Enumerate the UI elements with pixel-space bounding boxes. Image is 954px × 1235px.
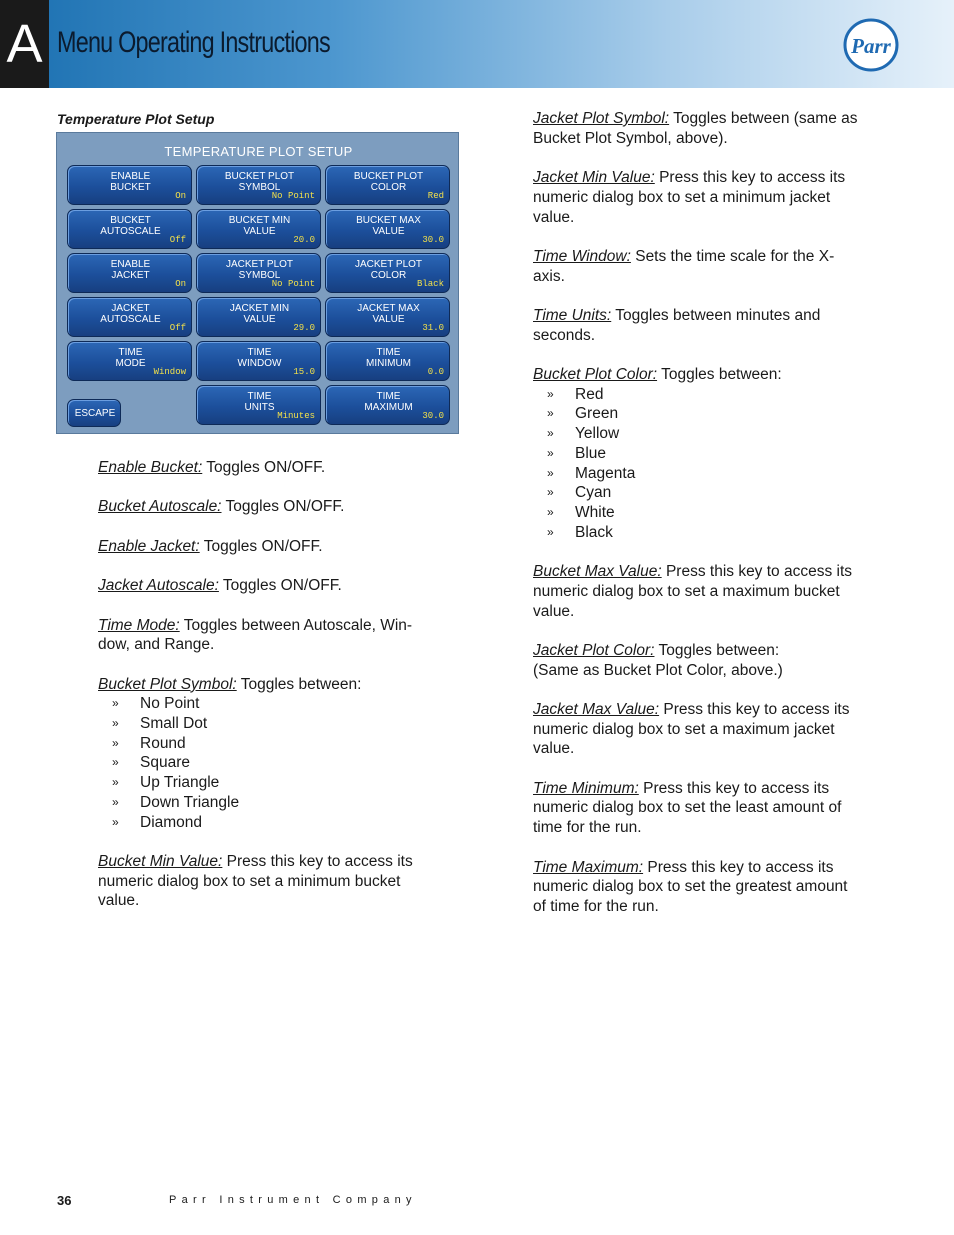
screen-button-value: On	[175, 279, 186, 289]
screen-button-label: BUCKET MIN VALUE	[228, 215, 291, 237]
bullet-marker: »	[112, 735, 119, 750]
bullet-marker: »	[547, 505, 554, 519]
definition-text: Press this key to access its numeric dialog box to set the greatest amount of time for the run.	[533, 858, 848, 915]
definition-text: Toggles between: (Same as Bucket Plot Color, above.)	[533, 641, 783, 679]
option-list-item	[533, 483, 903, 503]
option-list-item	[98, 773, 460, 793]
option-text: Up Triangle	[140, 774, 220, 792]
option-list	[98, 694, 460, 832]
definition-entry	[533, 306, 903, 345]
parr-logo	[843, 18, 899, 72]
definition-entry	[533, 858, 903, 917]
screen-title: TEMPERATURE PLOT SETUP	[164, 144, 353, 159]
screen-button-label: TIME MODE	[115, 347, 146, 369]
screen-button-bucket-plot-color[interactable]	[325, 165, 450, 205]
option-list-item	[533, 404, 903, 424]
bullet-marker: »	[547, 445, 554, 460]
screen-button-value: Window	[153, 367, 186, 377]
bullet-marker: »	[547, 386, 554, 401]
option-list-item	[98, 714, 460, 734]
option-list-item	[533, 464, 903, 484]
definition-entry	[98, 616, 460, 655]
screen-button-label: JACKET AUTOSCALE	[100, 303, 161, 325]
option-text: Red	[575, 385, 604, 403]
definition-text: Toggles ON/OFF.	[218, 577, 342, 595]
screen-button-value: No Point	[271, 279, 315, 289]
definition-entry	[533, 700, 903, 759]
screen-button-label: TIME WINDOW	[237, 347, 282, 369]
screen-button-label: BUCKET MAX VALUE	[356, 215, 421, 237]
option-text: Small Dot	[140, 715, 208, 733]
definition-term: Bucket Min Value:	[98, 852, 223, 870]
escape-button-label: ESCAPE	[74, 408, 116, 419]
definition-term: Bucket Plot Symbol:	[98, 675, 237, 693]
definition-text: Press this key to access its numeric dialog box to set a maximum jacket value.	[533, 700, 850, 758]
screen-button-label: JACKET PLOT SYMBOL	[225, 259, 294, 281]
definition-entry	[533, 562, 903, 621]
screen-button-value: No Point	[271, 191, 315, 201]
bullet-marker: »	[547, 406, 554, 421]
screen-button-value: Red	[427, 191, 444, 201]
definition-entry	[98, 458, 460, 478]
option-list	[533, 385, 903, 543]
definition-term: Time Units:	[533, 306, 612, 324]
bullet-marker: »	[547, 524, 554, 539]
bullet-marker: »	[112, 755, 119, 770]
screen-button-jacket-max-value[interactable]	[325, 297, 450, 337]
screen-button-value: Minutes	[277, 411, 315, 421]
bullet-marker: »	[112, 696, 119, 711]
option-text: White	[575, 504, 615, 521]
definition-text: Toggles between (same as Bucket Plot Symbol, above).	[533, 110, 858, 147]
section-heading: Temperature Plot Setup	[57, 111, 215, 127]
definition-term: Bucket Max Value:	[533, 563, 662, 581]
option-text: Yellow	[575, 425, 620, 443]
left-text-column	[98, 458, 460, 931]
screen-button-label: ENABLE JACKET	[110, 259, 151, 281]
right-text-column	[533, 109, 903, 936]
screen-button-value: Off	[169, 235, 186, 245]
page-header	[0, 0, 954, 88]
definition-text: Toggles between:	[236, 675, 362, 693]
definition-entry	[98, 537, 460, 557]
option-list-item	[533, 385, 903, 405]
bullet-marker: »	[112, 716, 119, 731]
screen-button-value: 31.0	[422, 323, 444, 333]
page-number: 36	[57, 1193, 72, 1208]
option-list-item	[98, 734, 460, 754]
svg-text:Parr: Parr	[851, 34, 891, 58]
screen-button-label: BUCKET AUTOSCALE	[100, 215, 161, 237]
definition-entry	[533, 365, 903, 542]
screen-button-jacket-plot-color[interactable]	[325, 253, 450, 293]
bullet-marker: »	[547, 426, 554, 441]
definition-term: Bucket Plot Color:	[533, 366, 658, 384]
definition-entry	[98, 675, 460, 833]
definition-text: Press this key to access its numeric dialog box to set a maximum bucket value.	[533, 563, 853, 620]
option-list-item	[533, 503, 903, 523]
screen-button-label: BUCKET PLOT COLOR	[353, 171, 424, 193]
definition-term: Jacket Plot Color:	[533, 641, 655, 659]
definition-term: Jacket Plot Symbol:	[533, 110, 670, 127]
screen-button-label: TIME UNITS	[244, 391, 275, 413]
screen-button-value: Black	[416, 279, 444, 289]
definition-term: Jacket Autoscale:	[98, 577, 219, 595]
escape-button[interactable]	[67, 399, 121, 427]
footer-company: Parr Instrument Company	[169, 1194, 417, 1206]
option-text: Diamond	[140, 813, 203, 831]
option-text: Round	[140, 734, 186, 752]
option-text: Down Triangle	[140, 793, 240, 811]
option-list-item	[98, 813, 460, 833]
screen-button-enable-bucket[interactable]	[67, 165, 192, 205]
screen-button-label: JACKET MAX VALUE	[357, 303, 420, 325]
screen-button-bucket-max-value[interactable]	[325, 209, 450, 249]
option-list-item	[533, 444, 903, 464]
screen-button-time-maximum[interactable]	[325, 385, 450, 425]
definition-entry	[98, 576, 460, 596]
screen-button-jacket-min-value[interactable]	[196, 297, 321, 337]
screen-button-time-mode[interactable]	[67, 341, 192, 381]
screen-button-time-window[interactable]	[196, 341, 321, 381]
definition-entry	[533, 168, 903, 227]
definition-text: Toggles between minutes and seconds.	[533, 306, 821, 344]
screen-button-label: TIME MINIMUM	[366, 347, 411, 369]
definition-term: Jacket Min Value:	[533, 169, 655, 187]
option-list-item	[98, 694, 460, 714]
screen-button-label: JACKET MIN VALUE	[229, 303, 290, 325]
definition-term: Bucket Autoscale:	[98, 498, 222, 516]
definition-entry	[98, 852, 460, 911]
option-text: No Point	[140, 695, 200, 713]
definition-entry	[533, 641, 903, 680]
definition-text: Toggles ON/OFF.	[199, 537, 323, 555]
definition-text: Toggles between Autoscale, Win- dow, and Range.	[98, 616, 413, 654]
bullet-marker: »	[112, 794, 119, 809]
screen-button-label: BUCKET PLOT SYMBOL	[224, 171, 295, 193]
option-text: Magenta	[575, 464, 636, 482]
definition-term: Jacket Max Value:	[533, 700, 660, 718]
definition-text: Sets the time scale for the X- axis.	[533, 247, 835, 285]
screen-button-jacket-plot-symbol[interactable]	[196, 253, 321, 293]
screen-button-enable-jacket[interactable]	[67, 253, 192, 293]
screen-button-bucket-autoscale[interactable]	[67, 209, 192, 249]
bullet-marker: »	[112, 775, 119, 790]
definition-term: Time Minimum:	[533, 779, 639, 797]
option-list-item	[98, 793, 460, 813]
option-text: Black	[575, 523, 613, 541]
option-text: Square	[140, 754, 190, 772]
option-text: Cyan	[575, 484, 612, 502]
definition-entry	[533, 779, 903, 838]
definition-text: Press this key to access its numeric dialog box to set the least amount of time for the run.	[533, 779, 842, 837]
temperature-plot-setup-screen	[56, 132, 459, 434]
definition-text: Press this key to access its numeric dialog box to set a minimum jacket value.	[533, 169, 846, 226]
screen-button-value: 0.0	[427, 367, 444, 377]
bullet-marker: »	[112, 814, 119, 829]
screen-button-time-minimum[interactable]	[325, 341, 450, 381]
bullet-marker: »	[547, 485, 554, 500]
definition-text: Toggles ON/OFF.	[202, 459, 326, 476]
option-text: Green	[575, 405, 619, 423]
screen-button-value: Off	[169, 323, 186, 333]
definition-text: Toggles ON/OFF.	[221, 498, 345, 516]
screen-button-value: On	[175, 191, 186, 201]
screen-button-bucket-plot-symbol[interactable]	[196, 165, 321, 205]
option-list-item	[533, 424, 903, 444]
screen-button-label: TIME MAXIMUM	[364, 391, 413, 413]
screen-button-value: 30.0	[422, 235, 444, 245]
definition-text: Press this key to access its numeric dialog box to set a minimum bucket value.	[98, 852, 413, 910]
definition-entry	[98, 497, 460, 517]
option-list-item	[533, 523, 903, 543]
section-letter: A	[0, 0, 49, 88]
bullet-marker: »	[547, 465, 554, 480]
definition-term: Time Mode:	[98, 616, 180, 634]
definition-term: Enable Jacket:	[98, 537, 200, 555]
definition-text: Toggles between:	[657, 366, 782, 384]
screen-button-jacket-autoscale[interactable]	[67, 297, 192, 337]
page-title: Menu Operating Instructions	[57, 26, 330, 59]
definition-term: Enable Bucket:	[98, 459, 203, 476]
definition-entry	[533, 109, 903, 148]
definition-term: Time Window:	[533, 247, 631, 265]
option-list-item	[98, 753, 460, 773]
screen-button-value: 29.0	[293, 323, 315, 333]
screen-button-time-units[interactable]	[196, 385, 321, 425]
screen-button-value: 30.0	[422, 411, 444, 421]
screen-button-label: ENABLE BUCKET	[110, 171, 151, 193]
option-text: Blue	[575, 444, 607, 462]
screen-button-value: 15.0	[293, 367, 315, 377]
definition-term: Time Maximum:	[533, 858, 644, 876]
definition-entry	[533, 247, 903, 286]
screen-button-value: 20.0	[293, 235, 315, 245]
screen-button-label: JACKET PLOT COLOR	[354, 259, 423, 281]
screen-button-bucket-min-value[interactable]	[196, 209, 321, 249]
